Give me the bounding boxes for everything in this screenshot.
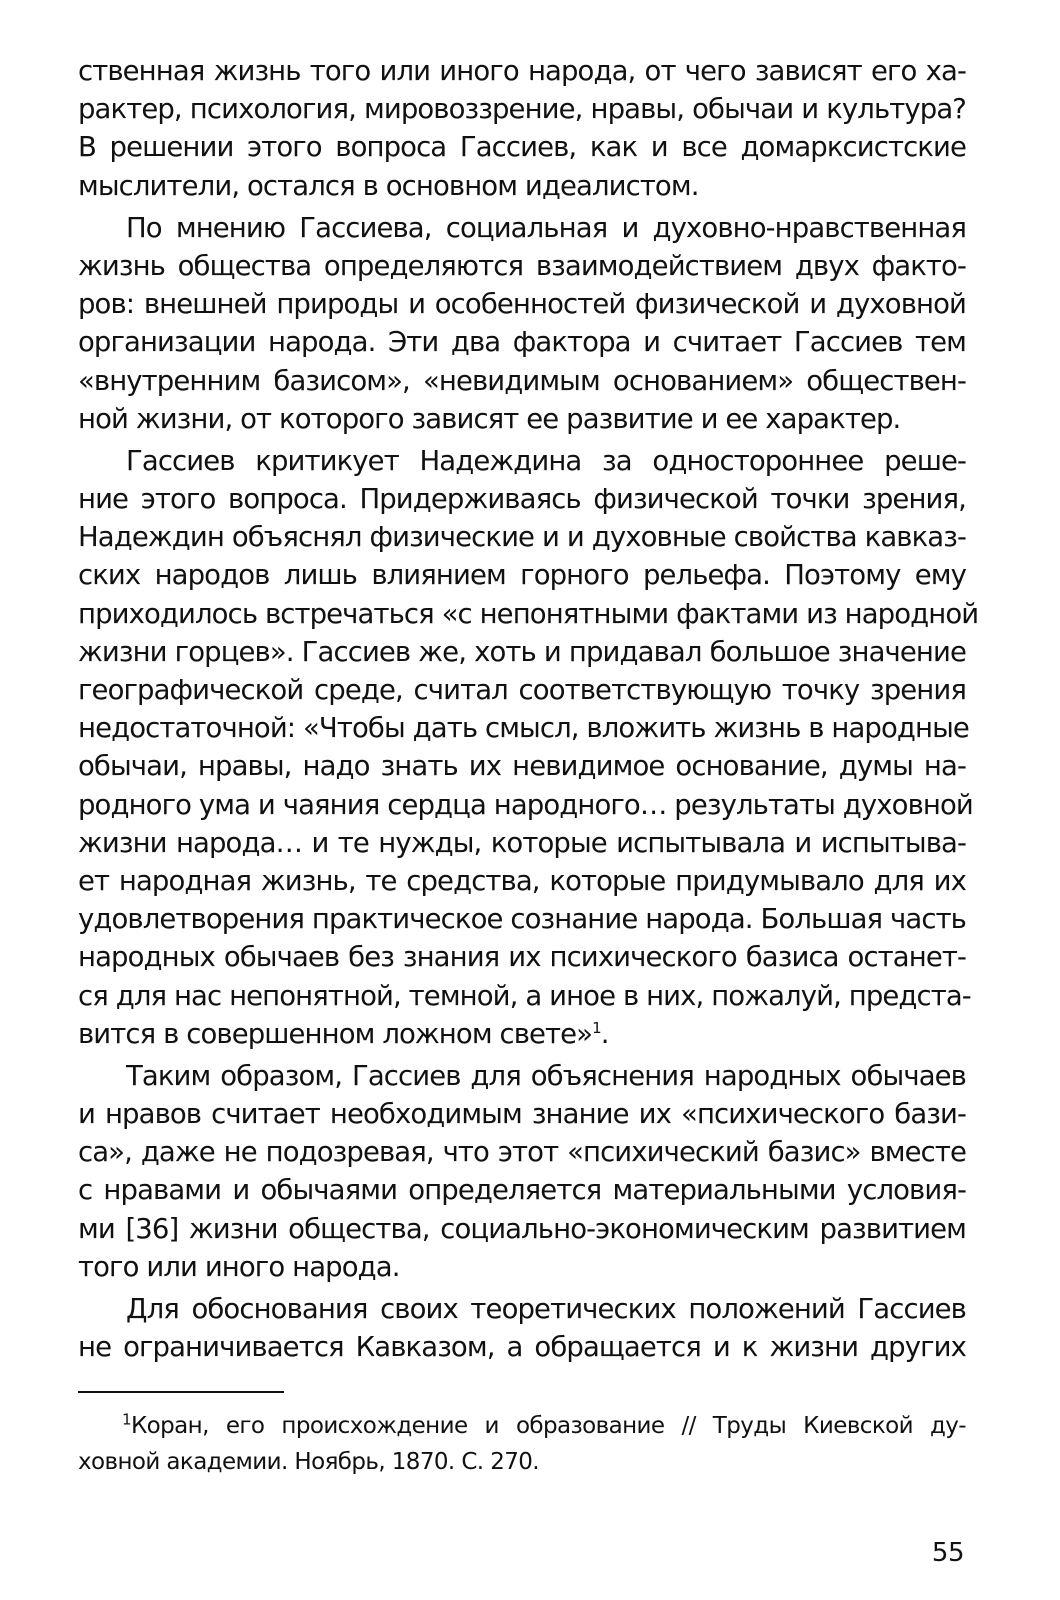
text-line: Гассиев критикует Надеждина за одностороннее реше- (126, 444, 966, 477)
text-line: ских народов лишь влиянием горного рельефа. Поэтому ему (78, 559, 966, 592)
text-line: жизни горцев». Гассиев же, хоть и придавал большое значение (78, 635, 966, 668)
footnote (78, 1408, 966, 1480)
text-line: Надеждин объяснял физические и и духовные свойства кавказ- (78, 521, 966, 554)
text-line: ров: внешней природы и особенностей физической и духовной (78, 288, 966, 321)
text-line: недостаточной: «Чтобы дать смысл, вложить жизнь в народные (78, 712, 969, 745)
text-line: жизни народа… и те нужды, которые испытывала и испытыва- (78, 826, 966, 859)
footnote-text: Коран, его происхождение и образование // Труды Киевской ду- (130, 1413, 966, 1439)
text-fragment: вится в совершенном ложном свете» (78, 1017, 593, 1050)
text-line: народных обычаев без знания их психического базиса останет- (78, 941, 966, 974)
text-line: обычаи, нравы, надо знать их невидимое основание, думы на- (78, 750, 966, 783)
paragraph-3 (78, 442, 979, 1053)
text-line: жизнь общества определяются взаимодействием двух факто- (78, 249, 966, 282)
text-line: удовлетворения практическое сознание народа. Большая часть (78, 903, 966, 936)
page-number: 55 (931, 1538, 964, 1568)
text-line: того или иного народа. (78, 1250, 400, 1283)
text-line: ние этого вопроса. Придерживаясь физической точки зрения, (78, 483, 966, 516)
text-line: и нравов считает необходимым знание их «психического бази- (78, 1098, 966, 1131)
paragraph-2 (78, 209, 966, 438)
text-line: рактер, психология, мировоззрение, нравы, обычаи и культура? (78, 93, 966, 126)
paragraph-4 (78, 1057, 966, 1286)
text-fragment: . (600, 1017, 609, 1050)
text-line: ной жизни, от которого зависят ее развитие и ее характер. (78, 402, 901, 435)
text-line: географической среде, считал соответствующую точку зрения (78, 674, 966, 706)
text-line: организации народа. Эти два фактора и считает Гассиев тем (78, 326, 966, 359)
text-line: В решении этого вопроса Гассиев, как и все домарксистские (78, 131, 966, 164)
page-body (78, 52, 979, 1366)
text-line: са», даже не подозревая, что этот «психический базис» вместе (78, 1136, 966, 1169)
text-line: мыслители, остался в основном идеалистом. (78, 169, 699, 202)
paragraph-5 (78, 1290, 966, 1366)
footnote-reference[interactable]: 1 (592, 1018, 601, 1037)
text-line: приходилось встречаться «с непонятными фактами из народной (78, 597, 979, 630)
paragraph-1 (78, 52, 966, 205)
footnote-line (78, 1408, 966, 1444)
text-line: ственная жизнь того или иного народа, от чего зависят его ха- (78, 55, 966, 87)
text-line: Для обоснования своих теоретических положений Гассиев (126, 1293, 966, 1325)
text-line: По мнению Гассиева, социальная и духовно-нравственная (126, 211, 966, 244)
text-line: ся для нас непонятной, темной, а иное в них, пожалуй, предста- (78, 979, 971, 1012)
text-line: родного ума и чаяния сердца народного… результаты духовной (78, 788, 973, 821)
text-line: ми [36] жизни общества, социально-экономическим развитием (78, 1212, 966, 1245)
text-line: Таким образом, Гассиев для объяснения народных обычаев (126, 1059, 966, 1092)
footnote-line: ховной академии. Ноябрь, 1870. С. 270. (78, 1449, 540, 1475)
text-line: ет народная жизнь, те средства, которые придумывало для их (78, 864, 966, 897)
footnote-marker: 1 (122, 1410, 131, 1429)
text-line (78, 1015, 966, 1053)
footnote-divider (78, 1391, 284, 1393)
text-line: с нравами и обычаями определяется материальными условия- (78, 1174, 966, 1207)
text-line: не ограничивается Кавказом, а обращается и к жизни других (78, 1331, 966, 1364)
text-line: «внутренним базисом», «невидимым основанием» обществен- (78, 364, 966, 397)
